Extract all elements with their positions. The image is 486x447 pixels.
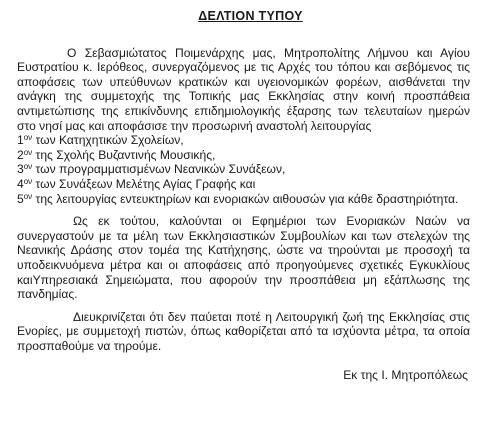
paragraph-gap <box>17 206 470 214</box>
list-item-number: 5 <box>17 191 24 206</box>
document-title: ΔΕΛΤΙΟΝ ΤΥΠΟΥ <box>198 9 303 23</box>
list-item-ordinal: ον <box>23 162 33 172</box>
instructions-paragraph: Ως εκ τούτου, καλούνται οι Εφημέριοι των Ενοριακών Ναών να συνεργαστούν με τα μέλη των Εκκλησιαστικών Συμβουλίων και των στελεχών της Νεανικής Δράσης στον τομέα της Κατήχησης, ώστε να τηρούνται με προσοχή τα υποδεικνυόμενα μέτρα και οι αποφάσεις από προηγούμενες σχετικές Εγκυκλίους καιΥπηρεσιακά Σημειώματα, που αφορούν την προσπάθεια μη εξάπλωσης της πανδημίας. <box>17 214 470 302</box>
list-item-text: των Κατηχητικών Σχολείων, <box>32 133 184 148</box>
paragraph-gap <box>17 302 470 310</box>
list-item-text: των Συνάξεων Μελέτης Αγίας Γραφής και <box>32 176 256 191</box>
list-item <box>17 148 470 163</box>
list-item-text: της λειτουργίας εντευκτηρίων και ενοριακών αιθουσών για κάθε δραστηριότητα. <box>32 191 459 206</box>
list-item-number: 1 <box>17 133 24 148</box>
signature: Εκ της Ι. Μητροπόλεως <box>343 368 468 383</box>
clarification-paragraph: Διευκρινίζεται ότι δεν παύεται ποτέ η Λειτουργική ζωή της Εκκλησίας στις Ενορίες, με συμμετοχή πιστών, όπως καθορίζεται από τα ισχύοντα μέτρα, τα οποία προσπαθούμε να τηρούμε. <box>17 309 470 353</box>
list-item-text: των προγραμματισμένων Νεανικών Συνάξεων, <box>32 162 286 177</box>
list-item-text: της Σχολής Βυζαντινής Μουσικής, <box>32 147 216 162</box>
intro-paragraph: Ο Σεβασμιώτατος Ποιμενάρχης μας, Μητροπολίτης Λήμνου και Αγίου Ευστρατίου κ. Ιερόθεος, συνεργαζόμενος με τις Αρχές του τόπου και σεβόμενος τις αποφάσεις των υπεύθυνων κρατικών και υγειονομικών φορέων, αισθάνεται την ανάγκη της συμμετοχής της Τοπικής μας Εκκλησίας στην κοινή προσπάθεια αντιμετώπισης της επικίνδυνης επιδημιολογικής έξαρσης των τελευταίων ημερών στο νησί μας και αποφάσισε την προσωρινή αναστολή λειτουργίας <box>17 45 470 133</box>
list-item <box>17 162 470 177</box>
list-item-number: 3 <box>17 162 24 177</box>
list-item-number: 4 <box>17 176 24 191</box>
list-item-number: 2 <box>17 147 24 162</box>
list-item-ordinal: ον <box>23 133 33 143</box>
list-item-ordinal: ον <box>23 191 33 201</box>
suspended-activities-list <box>17 133 470 206</box>
list-item <box>17 177 470 192</box>
list-item-ordinal: ον <box>23 147 33 157</box>
list-item <box>17 133 470 148</box>
list-item-ordinal: ον <box>23 176 33 186</box>
list-item <box>17 192 470 207</box>
